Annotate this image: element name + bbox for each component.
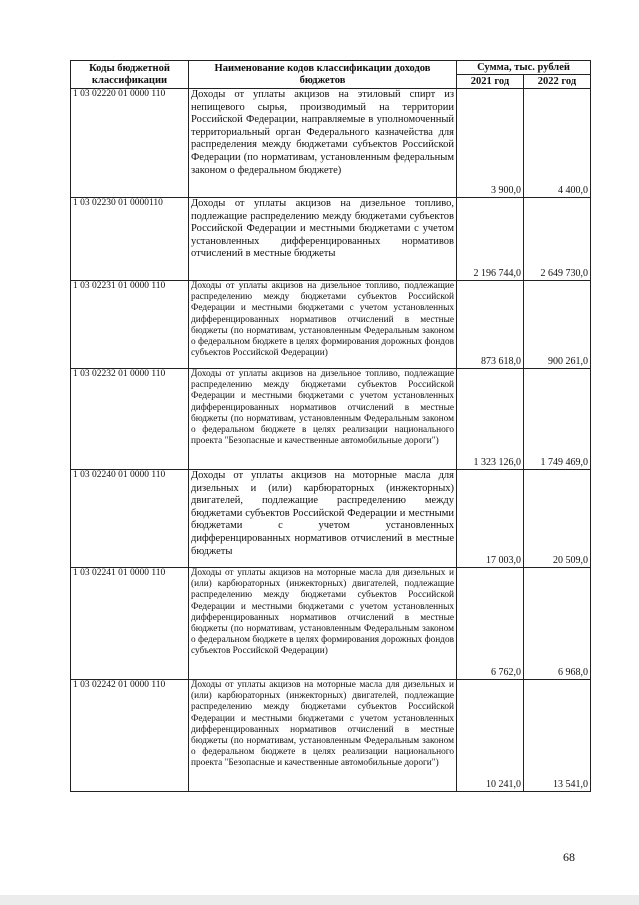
budget-code: 1 03 02231 01 0000 110 <box>71 281 189 369</box>
amount-2021: 17 003,0 <box>457 470 524 568</box>
budget-code: 1 03 02232 01 0000 110 <box>71 369 189 470</box>
amount-2021: 2 196 744,0 <box>457 198 524 281</box>
table-row <box>71 198 591 281</box>
amount-2021: 3 900,0 <box>457 89 524 198</box>
amount-2022: 900 261,0 <box>524 281 591 369</box>
header-name: Наименование кодов классификации доходов бюджетов <box>189 61 457 89</box>
revenue-description: Доходы от уплаты акцизов на дизельное топливо, подлежащие распределению между бюджетами субъектов Российской Федерации и местными бюджетами с учетом установленных дифференцированных нормативов отчислений в местные бюджеты <box>189 198 457 281</box>
table-row <box>71 568 591 680</box>
scan-edge-shadow <box>0 895 639 905</box>
header-codes: Коды бюджетной классификации <box>71 61 189 89</box>
budget-code: 1 03 02241 01 0000 110 <box>71 568 189 680</box>
header-sum: Сумма, тыс. рублей <box>457 61 591 75</box>
amount-2022: 1 749 469,0 <box>524 369 591 470</box>
header-year-2022: 2022 год <box>524 75 591 89</box>
revenue-description: Доходы от уплаты акцизов на моторные масла для дизельных и (или) карбюраторных (инжекторных) двигателей, подлежащие распределению между бюджетами субъектов Российской Федерации и местными бюджетами с учетом установленных дифференцированных нормативов отчислений в местные бюджеты (по нормативам, установленным Федеральным законом о федеральном бюджете в целях формирования дорожных фондов субъектов Российской Федерации) <box>189 568 457 680</box>
budget-code: 1 03 02230 01 0000110 <box>71 198 189 281</box>
amount-2021: 873 618,0 <box>457 281 524 369</box>
table-row <box>71 369 591 470</box>
amount-2021: 1 323 126,0 <box>457 369 524 470</box>
amount-2022: 4 400,0 <box>524 89 591 198</box>
budget-code: 1 03 02220 01 0000 110 <box>71 89 189 198</box>
amount-2021: 10 241,0 <box>457 680 524 792</box>
amount-2022: 6 968,0 <box>524 568 591 680</box>
amount-2022: 20 509,0 <box>524 470 591 568</box>
revenue-description: Доходы от уплаты акцизов на этиловый спирт из непищевого сырья, производимый на территории Российской Федерации, направляемые в уполномоченный территориальный орган Федерального казначейства для распределения между бюджетами субъектов Российской Федерации (по нормативам, установленным федеральным законом о федеральном бюджете) <box>189 89 457 198</box>
revenue-description: Доходы от уплаты акцизов на моторные масла для дизельных и (или) карбюраторных (инжекторных) двигателей, подлежащие распределению между бюджетами субъектов Российской Федерации и местными бюджетами с учетом установленных дифференцированных нормативов отчислений в местные бюджеты <box>189 470 457 568</box>
budget-code: 1 03 02242 01 0000 110 <box>71 680 189 792</box>
budget-revenue-table <box>70 60 591 792</box>
revenue-description: Доходы от уплаты акцизов на дизельное топливо, подлежащие распределению между бюджетами субъектов Российской Федерации и местными бюджетами с учетом установленных дифференцированных нормативов отчислений в местные бюджеты (по нормативам, установленным Федеральным законом о федеральном бюджете в целях реализации национального проекта "Безопасные и качественные автомобильные дороги") <box>189 369 457 470</box>
amount-2021: 6 762,0 <box>457 568 524 680</box>
revenue-description: Доходы от уплаты акцизов на моторные масла для дизельных и (или) карбюраторных (инжекторных) двигателей, подлежащие распределению между бюджетами субъектов Российской Федерации и местными бюджетами с учетом установленных дифференцированных нормативов отчислений в местные бюджеты (по нормативам, установленным Федеральным законом о федеральном бюджете в целях реализации национального проекта "Безопасные и качественные автомобильные дороги") <box>189 680 457 792</box>
budget-code: 1 03 02240 01 0000 110 <box>71 470 189 568</box>
header-year-2021: 2021 год <box>457 75 524 89</box>
table-row <box>71 281 591 369</box>
amount-2022: 13 541,0 <box>524 680 591 792</box>
revenue-description: Доходы от уплаты акцизов на дизельное топливо, подлежащие распределению между бюджетами субъектов Российской Федерации и местными бюджетами с учетом установленных дифференцированных нормативов отчислений в местные бюджеты (по нормативам, установленным Федеральным законом о федеральном бюджете в целях формирования дорожных фондов субъектов Российской Федерации) <box>189 281 457 369</box>
table-row <box>71 89 591 198</box>
amount-2022: 2 649 730,0 <box>524 198 591 281</box>
table-row <box>71 470 591 568</box>
table-row <box>71 680 591 792</box>
page-number: 68 <box>563 850 575 864</box>
